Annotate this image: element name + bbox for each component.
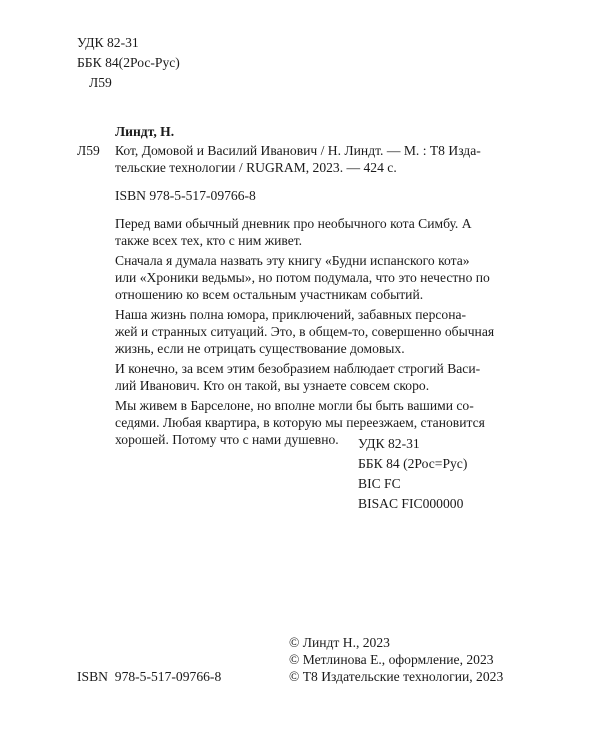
annotation-line: хорошей. Потому что с нами душевно. bbox=[115, 432, 339, 447]
copyright-line: © Метлинова Е., оформление, 2023 bbox=[289, 652, 494, 667]
annotation-line: или «Хроники ведьмы», но потом подумала, что это нечестно по bbox=[115, 270, 490, 285]
bbk-code-top: ББК 84(2Рос-Рус) bbox=[77, 55, 180, 70]
annotation-line: отношению ко всем остальным участникам событий. bbox=[115, 287, 424, 302]
annotation-line: жизнь, если не отрицать существование домовых. bbox=[115, 341, 405, 356]
annotation-line: также всех тех, кто с ним живет. bbox=[115, 233, 303, 248]
bibliographic-description-line-2: тельские технологии / RUGRAM, 2023. — 424 с. bbox=[115, 160, 397, 175]
annotation bbox=[115, 215, 500, 451]
annotation-line: Мы живем в Барселоне, но вполне могли бы быть вашими со- bbox=[115, 398, 474, 413]
annotation-paragraph bbox=[115, 306, 500, 357]
author-sign-entry: Л59 bbox=[77, 143, 100, 158]
bbk-code: ББК 84 (2Рос=Рус) bbox=[358, 456, 468, 471]
author-name: Линдт, Н. bbox=[115, 124, 175, 139]
bic-code: BIC FC bbox=[358, 476, 401, 491]
bisac-code: BISAC FIC000000 bbox=[358, 496, 464, 511]
annotation-line: И конечно, за всем этим безобразием наблюдает строгий Васи- bbox=[115, 361, 481, 376]
annotation-paragraph bbox=[115, 215, 500, 249]
isbn-entry: ISBN 978-5-517-09766-8 bbox=[115, 188, 256, 203]
annotation-paragraph bbox=[115, 360, 500, 394]
copyright-line: © Т8 Издательские технологии, 2023 bbox=[289, 669, 504, 684]
bibliographic-description-line-1: Кот, Домовой и Василий Иванович / Н. Линдт. — М. : Т8 Изда- bbox=[115, 143, 481, 158]
annotation-paragraph bbox=[115, 252, 500, 303]
udk-code: УДК 82-31 bbox=[358, 436, 420, 451]
annotation-line: седями. Любая квартира, в которую мы переезжаем, становится bbox=[115, 415, 485, 430]
annotation-line: Сначала я думала назвать эту книгу «Будни испанского кота» bbox=[115, 253, 470, 268]
annotation-line: лий Иванович. Кто он такой, вы узнаете совсем скоро. bbox=[115, 378, 430, 393]
classification-block bbox=[358, 434, 467, 514]
udk-code-top: УДК 82-31 bbox=[77, 35, 139, 50]
author-sign-top: Л59 bbox=[89, 75, 112, 90]
copyright-line: © Линдт Н., 2023 bbox=[289, 635, 390, 650]
annotation-line: Перед вами обычный дневник про необычного кота Симбу. А bbox=[115, 216, 472, 231]
annotation-line: Наша жизнь полна юмора, приключений, забавных персона- bbox=[115, 307, 467, 322]
isbn-footer: ISBN 978-5-517-09766-8 bbox=[77, 669, 222, 684]
copyright-block bbox=[289, 634, 503, 685]
annotation-line: жей и странных ситуаций. Это, в общем-то, совершенно обычная bbox=[115, 324, 495, 339]
